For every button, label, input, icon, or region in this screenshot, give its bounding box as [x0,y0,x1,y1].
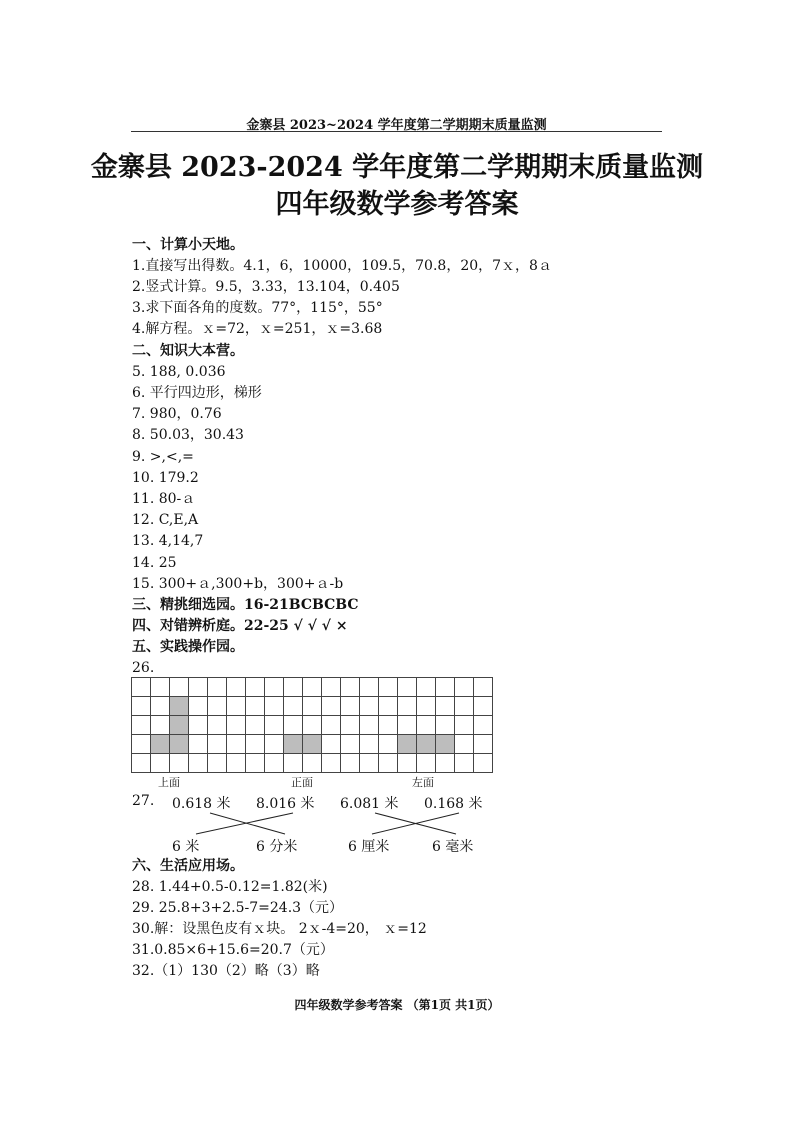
q27-number: 27. [132,793,155,809]
q27-bottom-item: 6 毫米 [432,839,474,855]
view-label-front: 正面 [291,776,313,789]
answer-line: 11. 80-ａ [132,491,196,507]
answer-line: 13. 4,14,7 [132,533,204,549]
answer-line: 9. >,<,= [132,449,194,465]
answer-line: 14. 25 [132,555,177,571]
match-line [372,813,459,834]
q27-top-item: 0.618 米 [172,796,231,812]
answer-line: 30.解：设黑色皮有ｘ块。 2ｘ-4=20， ｘ=12 [132,921,427,937]
view-label-top: 上面 [158,776,180,789]
answer-line: 2.竖式计算。9.5，3.33，13.104，0.405 [132,279,400,295]
answer-line: 4.解方程。ｘ=72，ｘ=251，ｘ=3.68 [132,321,383,337]
section-heading: 三、精挑细选园。16-21BCBCBC [132,597,359,613]
answer-line: 8. 50.03，30.43 [132,427,244,443]
view-label-left: 左面 [412,776,434,789]
answer-line: 7. 980，0.76 [132,406,222,422]
section-heading: 六、生活应用场。 [132,858,244,874]
page-footer: 四年级数学参考答案 （第1页 共1页） [294,998,500,1012]
answer-line: 一、计算小天地。 [132,237,244,253]
running-header: 金寨县 2023~2024 学年度第二学期期末质量监测 [246,118,547,133]
page-title: 金寨县 2023-2024 学年度第二学期期末质量监测 [90,152,704,183]
match-line [210,813,285,834]
answer-line: 26. [132,660,155,676]
answer-line: 29. 25.8+3+2.5-7=24.3（元） [132,900,344,916]
answer-line: 3.求下面各角的度数。77°，115°，55° [132,300,383,316]
page-subtitle: 四年级数学参考答案 [275,189,519,220]
answer-line: 31.0.85×6+15.6=20.7（元） [132,942,334,958]
answer-line: 28. 1.44+0.5-0.12=1.82(米) [132,879,328,895]
section-heading: 四、对错辨析庭。22-25 √ √ √ × [132,618,348,634]
q27-bottom-item: 6 米 [172,839,200,855]
answer-line: 32.（1）130（2）略（3）略 [132,963,320,979]
answer-line: 15. 300+ａ,300+b，300+ａ-b [132,576,344,592]
answer-line: 1.直接写出得数。4.1，6，10000，109.5，70.8，20，7ｘ，8ａ [132,258,552,274]
q27-top-item: 6.081 米 [340,796,399,812]
q27-top-item: 8.016 米 [256,796,315,812]
q27-bottom-item: 6 厘米 [348,839,390,855]
section-heading: 五、实践操作园。 [132,639,244,655]
answer-line: 5. 188, 0.036 [132,364,226,380]
match-line [196,813,293,834]
q27-top-item: 0.168 米 [424,796,483,812]
q27-bottom-item: 6 分米 [256,839,298,855]
answer-line: 10. 179.2 [132,470,199,486]
answer-line: 6. 平行四边形，梯形 [132,385,262,401]
answer-line: 12. C,E,A [132,512,199,528]
section-heading: 二、知识大本营。 [132,343,244,359]
